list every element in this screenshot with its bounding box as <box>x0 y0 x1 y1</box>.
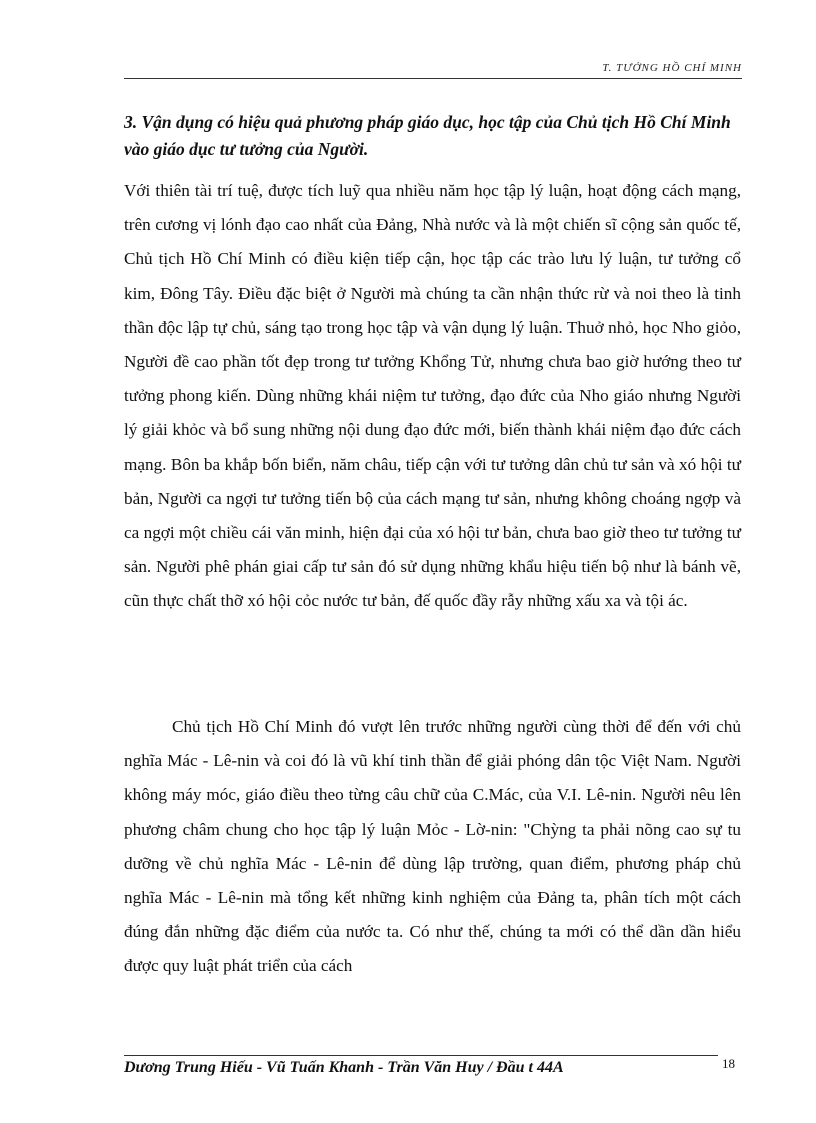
body-paragraph-1: Với thiên tài trí tuệ, được tích luỹ qua nhiều năm học tập lý luận, hoạt động cách mạng, trên cương vị lónh đạo cao nhất của Đảng, Nhà nước và là một chiến sĩ cộng sản quốc tế, Chủ tịch Hồ Chí Minh có điều kiện tiếp cận, học tập các trào lưu lý luận, tư tưởng cổ kim, Đông Tây. Điều đặc biệt ở Người mà chúng ta cần nhận thức rừ và noi theo là tinh thần độc lập tự chủ, sáng tạo trong học tập và vận dụng lý luận. Thuở nhỏ, học Nho giỏo, Người đề cao phần tốt đẹp trong tư tưởng Khổng Tử, nhưng chưa bao giờ hướng theo tư tưởng phong kiến. Dùng những khái niệm tư tưởng, đạo đức của Nho giáo nhưng Người lý giải khỏc và bổ sung những nội dung đạo đức mới, biến thành khái niệm đạo đức cách mạng. Bôn ba khắp bốn biển, năm châu, tiếp cận với tư tưởng dân chủ tư sản và xó hội tư bản, Người ca ngợi tư tưởng tiến bộ của cách mạng tư sản, nhưng không choáng ngợp và ca ngợi một chiều cái văn minh, hiện đại của xó hội tư bản, chưa bao giờ theo tư tưởng tư sản. Người phê phán giai cấp tư sản đó sử dụng những khẩu hiệu tiến bộ như là bánh vẽ, cũn thực chất thỡ xó hội cỏc nước tư bản, đế quốc đầy rẫy những xấu xa và tội ác. <box>124 181 741 611</box>
footer-divider <box>124 1055 718 1056</box>
page-number: 18 <box>722 1056 735 1071</box>
footer-authors: Dương Trung Hiếu - Vũ Tuấn Khanh - Trần Văn Huy / Đầu t 44A <box>124 1059 564 1076</box>
running-header-title: T. TƯỞNG HỒ CHÍ MINH <box>602 62 742 74</box>
body-paragraph-2: Chủ tịch Hồ Chí Minh đó vượt lên trước những người cùng thời để đến với chủ nghĩa Mác - Lê-nin và coi đó là vũ khí tinh thần để giải phóng dân tộc Việt Nam. Người không máy móc, giáo điều theo từng câu chữ của C.Mác, của V.I. Lê-nin. Người nêu lên phương châm chung cho học tập lý luận Mỏc - Lờ-nin: "Chỳng ta phải nõng cao sự tu dưỡng về chủ nghĩa Mác - Lê-nin để dùng lập trường, quan điểm, phương pháp chủ nghĩa Mác - Lê-nin mà tổng kết những kinh nghiệm của Đảng ta, phân tích một cách đúng đắn những đặc điểm của nước ta. Có như thế, chúng ta mới có thể dần dần hiểu được quy luật phát triển của cách <box>124 717 741 976</box>
header-divider <box>124 78 742 79</box>
section-heading: 3. Vận dụng có hiệu quả phương pháp giáo dục, học tập của Chủ tịch Hồ Chí Minh vào giáo dục tư tưởng của Người. <box>124 112 731 159</box>
